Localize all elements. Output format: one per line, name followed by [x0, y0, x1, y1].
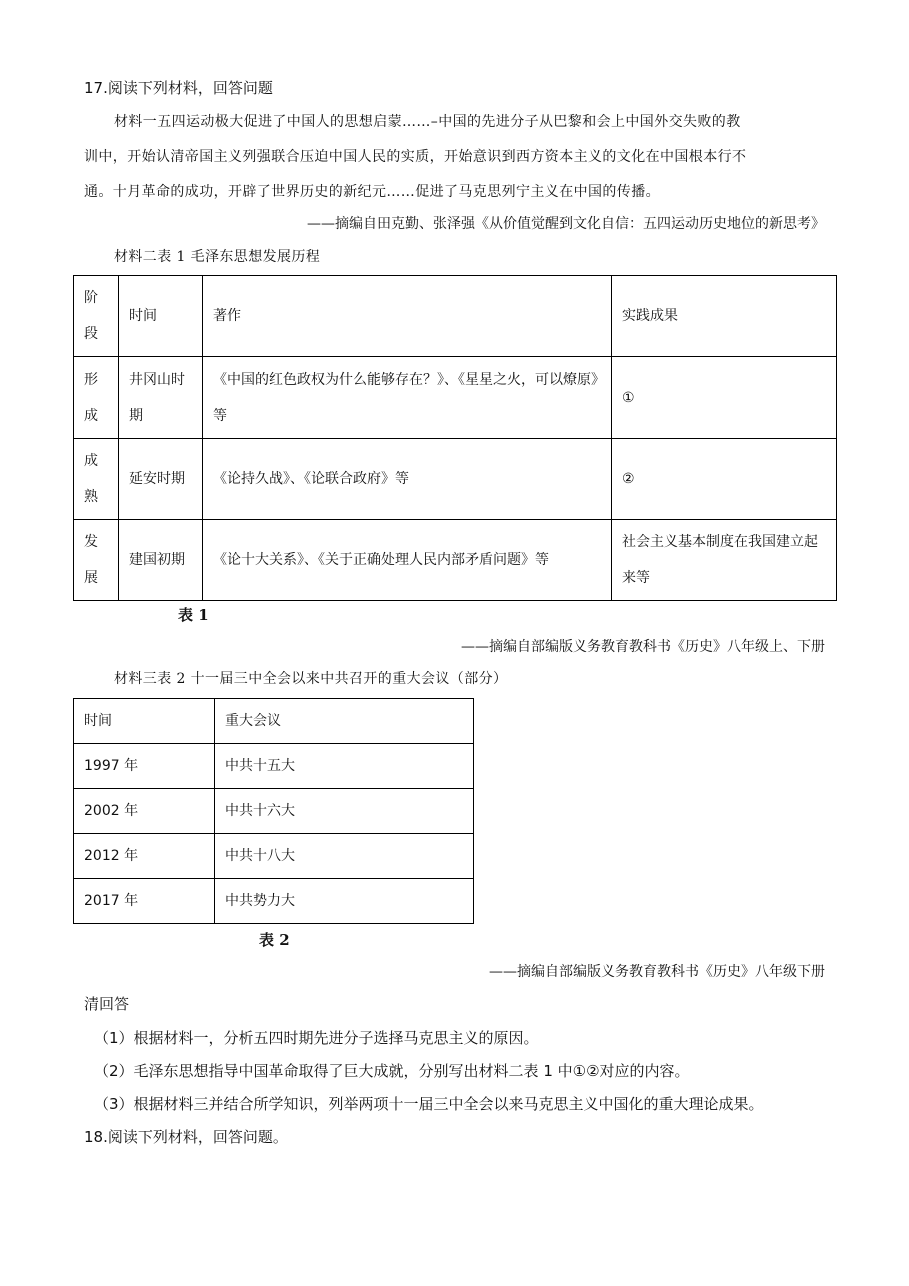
- header-time: 时间: [119, 276, 203, 357]
- cell-year: 1997 年: [74, 744, 215, 789]
- cell-result: ①: [612, 357, 837, 439]
- cell-year: 2012 年: [74, 834, 215, 879]
- header-year: 时间: [74, 699, 215, 744]
- table-row: [74, 439, 837, 520]
- cell-time: 井冈山时期: [119, 357, 203, 439]
- material1-line-1: 材料一五四运动极大促进了中国人的思想启蒙……–中国的先进分子从巴黎和会上中国外交失败的教: [114, 114, 741, 130]
- table-row: [74, 789, 474, 834]
- sub-question-1: （1）根据材料一，分析五四时期先进分子选择马克思主义的原因。: [94, 1029, 539, 1047]
- cell-stage: 发展: [74, 520, 119, 601]
- table-header-row: [74, 699, 474, 744]
- table-development-history: [73, 275, 837, 601]
- cell-meeting: 中共十六大: [215, 789, 474, 834]
- cell-year: 2017 年: [74, 879, 215, 924]
- table1-caption: 表 1: [178, 606, 209, 624]
- header-works: 著作: [203, 276, 612, 357]
- answer-prompt: 清回答: [84, 995, 130, 1013]
- cell-time: 延安时期: [119, 439, 203, 520]
- material2-source: ——摘编自部编版义务教育教科书《历史》八年级上、下册: [461, 639, 825, 655]
- q18-heading: 18.阅读下列材料，回答问题。: [84, 1128, 288, 1146]
- sub-question-3: （3）根据材料三并结合所学知识，列举两项十一届三中全会以来马克思主义中国化的重大理论成果。: [94, 1095, 764, 1113]
- cell-result: 社会主义基本制度在我国建立起来等: [612, 520, 837, 601]
- table-header-row: [74, 276, 837, 357]
- material1-line-2: 训中，开始认清帝国主义列强联合压迫中国人民的实质，开始意识到西方资本主义的文化在中国根本行不: [84, 149, 747, 165]
- header-result: 实践成果: [612, 276, 837, 357]
- material3-title: 材料三表 2 十一届三中全会以来中共召开的重大会议（部分）: [114, 671, 508, 687]
- cell-works: 《论持久战》、《论联合政府》等: [203, 439, 612, 520]
- material1-source: ——摘编自田克勤、张泽强《从价值觉醒到文化自信：五四运动历史地位的新思考》: [307, 216, 825, 232]
- table-row: [74, 879, 474, 924]
- header-meeting: 重大会议: [215, 699, 474, 744]
- cell-year: 2002 年: [74, 789, 215, 834]
- material1-line-3: 通。十月革命的成功，开辟了世界历史的新纪元……促进了马克思列宁主义在中国的传播。: [84, 184, 660, 200]
- cell-meeting: 中共势力大: [215, 879, 474, 924]
- table-row: [74, 834, 474, 879]
- cell-stage: 成熟: [74, 439, 119, 520]
- table2-caption: 表 2: [259, 931, 290, 949]
- material3-source: ——摘编自部编版义务教育教科书《历史》八年级下册: [489, 964, 825, 980]
- cell-meeting: 中共十八大: [215, 834, 474, 879]
- cell-time: 建国初期: [119, 520, 203, 601]
- q17-heading: 17.阅读下列材料，回答问题: [84, 79, 273, 97]
- table-row: [74, 744, 474, 789]
- cell-meeting: 中共十五大: [215, 744, 474, 789]
- cell-works: 《中国的红色政权为什么能够存在？》、《星星之火，可以燎原》等: [203, 357, 612, 439]
- cell-works: 《论十大关系》、《关于正确处理人民内部矛盾问题》等: [203, 520, 612, 601]
- table-major-meetings: [73, 698, 474, 924]
- table-row: [74, 520, 837, 601]
- sub-question-2: （2）毛泽东思想指导中国革命取得了巨大成就，分别写出材料二表 1 中①②对应的内容。: [94, 1062, 690, 1080]
- cell-stage: 形成: [74, 357, 119, 439]
- header-stage: 阶段: [74, 276, 119, 357]
- cell-result: ②: [612, 439, 837, 520]
- table-row: [74, 357, 837, 439]
- material2-title: 材料二表 1 毛泽东思想发展历程: [114, 249, 321, 265]
